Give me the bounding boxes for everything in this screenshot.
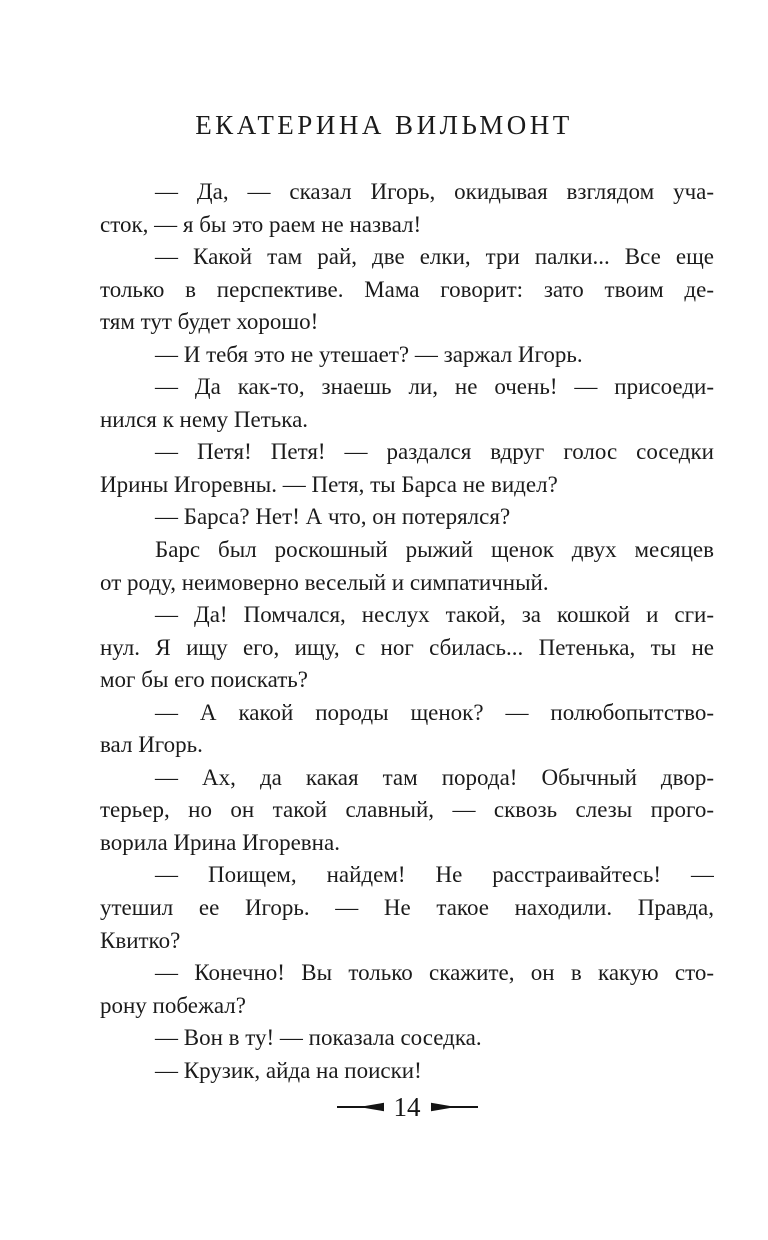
text-line: — А какой породы щенок? — полюбопытство- — [155, 699, 714, 725]
text-line: — Конечно! Вы только скажите, он в какую сто- — [155, 960, 714, 986]
text-line: рону побежал? — [100, 992, 246, 1018]
text-line: — Да, — сказал Игорь, окидывая взглядом уча- — [155, 179, 714, 204]
text-line: — Петя! Петя! — раздался вдруг голос соседки — [155, 439, 714, 465]
paragraph — [100, 241, 714, 339]
running-head-author: ЕКАТЕРИНА ВИЛЬМОНТ — [195, 110, 573, 140]
text-line: ворила Ирина Игоревна. — [100, 829, 340, 855]
text-line: вал Игорь. — [100, 732, 203, 758]
paragraph — [100, 762, 714, 860]
paragraph — [100, 599, 714, 697]
text-line: Ирины Игоревны. — Петя, ты Барса не видел? — [100, 471, 558, 497]
paragraph — [100, 697, 714, 762]
paragraph — [100, 339, 714, 372]
text-line: мог бы его поискать? — [100, 667, 308, 693]
text-line: — Да! Помчался, неслух такой, за кошкой и сги- — [155, 602, 714, 628]
text-line: только в перспективе. Мама говорит: зато твоим де- — [100, 276, 714, 302]
text-line: — Вон в ту! — показала соседка. — [155, 1025, 482, 1051]
text-line: тям тут будет хорошо! — [100, 309, 319, 335]
text-line: Барс был роскошный рыжий щенок двух месяцев — [155, 537, 714, 563]
text-line: нился к нему Петька. — [100, 406, 309, 432]
text-line: терьер, но он такой славный, — сквозь слезы прого- — [100, 797, 714, 823]
paragraph — [100, 957, 714, 1022]
text-line: — Да как-то, знаешь ли, не очень! — присоеди- — [155, 374, 714, 400]
tapered-dash-left-icon — [430, 1101, 478, 1113]
paragraph — [100, 859, 714, 957]
text-line: — Ах, да какая там порода! Обычный двор- — [155, 764, 714, 790]
text-line: — И тебя это не утешает? — заржал Игорь. — [155, 341, 583, 367]
text-line: нул. Я ищу его, ищу, с ног сбилась... Петенька, ты не — [100, 634, 714, 660]
paragraph — [100, 534, 714, 599]
text-line: сток, — я бы это раем не назвал! — [100, 211, 422, 237]
paragraph — [100, 1055, 714, 1088]
page-footer — [100, 1090, 714, 1124]
paragraph — [100, 176, 714, 241]
paragraph — [100, 501, 714, 534]
text-line: Квитко? — [100, 927, 181, 953]
text-line: — Поищем, найдем! Не расстраивайтесь! — — [155, 862, 714, 888]
text-line: утешил ее Игорь. — Не такое находили. Правда, — [100, 895, 714, 921]
text-line: — Барса? Нет! А что, он потерялся? — [155, 504, 511, 530]
page-number: 14 — [393, 1092, 421, 1122]
text-line: — Какой там рай, две елки, три палки... Все еще — [155, 244, 714, 270]
text-block — [100, 176, 714, 1087]
paragraph — [100, 371, 714, 436]
paragraph — [100, 1022, 714, 1055]
text-line: — Крузик, айда на поиски! — [155, 1057, 422, 1083]
tapered-dash-right-icon — [337, 1101, 385, 1113]
text-line: от роду, неимоверно веселый и симпатичный. — [100, 569, 549, 595]
paragraph — [100, 436, 714, 501]
